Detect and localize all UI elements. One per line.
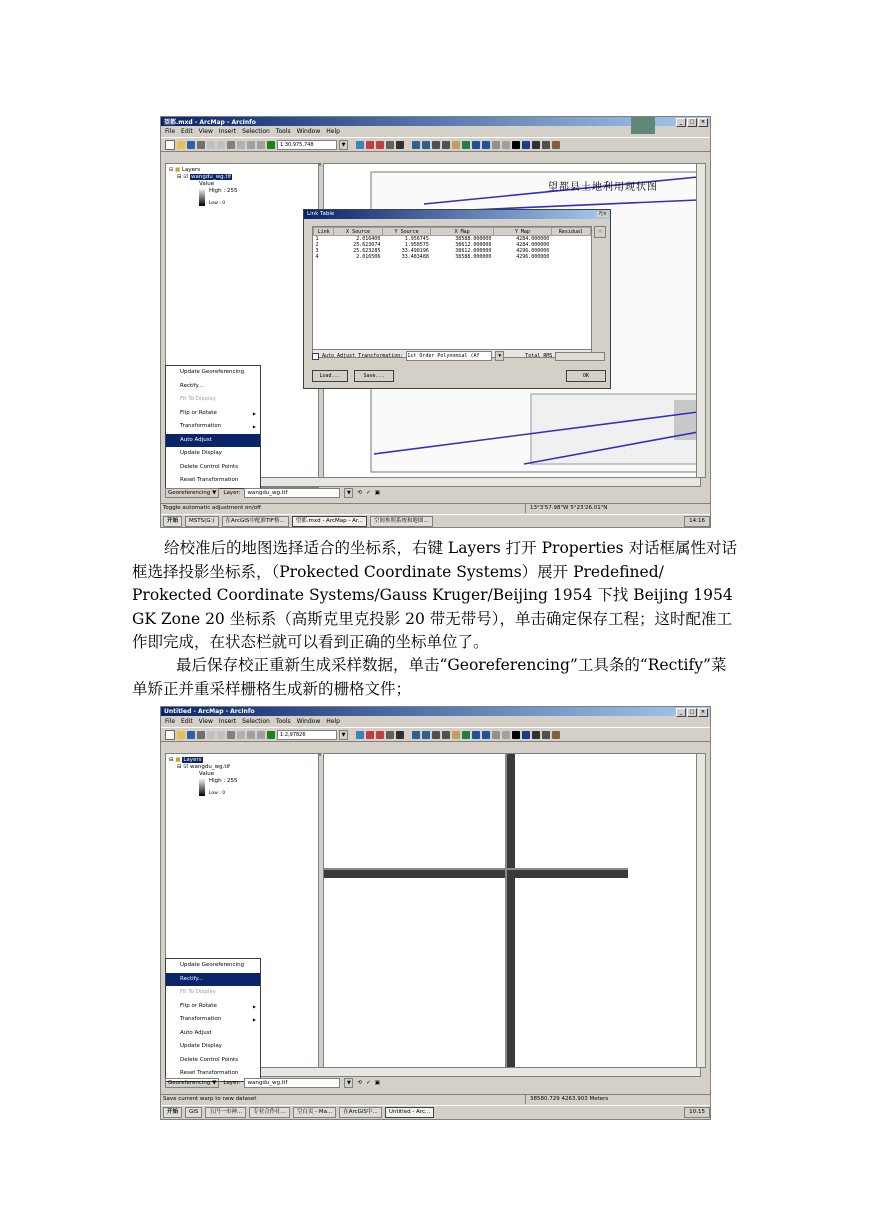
back-icon[interactable] [472, 731, 480, 739]
layer-select[interactable]: wangdu_wg.tif [244, 488, 340, 498]
pan-icon[interactable] [452, 141, 460, 149]
arctoolbox-icon[interactable] [366, 141, 374, 149]
window-title: 望都.mxd - ArcMap - ArcInfo [164, 119, 256, 126]
clear-selection-icon[interactable] [502, 141, 510, 149]
window-title: Untitled - ArcMap - ArcInfo [164, 708, 255, 715]
col-y-source[interactable]: Y Source [382, 228, 431, 236]
layers-label[interactable]: Layers [183, 757, 202, 763]
layers-icon: ■ [175, 757, 181, 763]
load-button[interactable]: Load... [312, 370, 348, 382]
cell: 38588.000000 [455, 236, 492, 242]
menu-delete-control-points[interactable]: Delete Control Points [180, 463, 238, 470]
menu-update-georeferencing[interactable]: Update Georeferencing [180, 369, 245, 375]
taskbar-item[interactable]: 在ArcGIS中配准TIF格... [222, 516, 289, 527]
cell: 3 [315, 248, 319, 254]
cell: 2.016400 [356, 236, 381, 242]
layer-dropdown-icon[interactable]: ▼ [344, 1078, 353, 1088]
pan-icon[interactable] [452, 731, 460, 739]
close-button[interactable]: × [698, 708, 708, 717]
menu-insert[interactable]: Insert [218, 128, 237, 135]
select-features-icon[interactable] [492, 141, 500, 149]
full-extent-icon[interactable] [462, 731, 470, 739]
menu-auto-adjust[interactable]: Auto Adjust [166, 434, 260, 448]
screenshot-arcmap-rectify [160, 706, 711, 1120]
cell: 38612.000000 [455, 242, 492, 248]
table-row[interactable] [314, 254, 591, 260]
layer-checkbox[interactable]: ☑ [183, 764, 189, 770]
layer-tree [169, 167, 238, 206]
status-bar [161, 503, 710, 513]
taskbar-item[interactable]: 专业合作社... [249, 1107, 290, 1118]
menu-help[interactable]: Help [326, 128, 340, 135]
fixed-zoom-out-icon[interactable] [442, 141, 450, 149]
menu-auto-adjust[interactable]: Auto Adjust [180, 1029, 212, 1036]
total-rms-field [555, 352, 605, 361]
layers-icon: ■ [174, 167, 181, 173]
menu-transformation[interactable]: Transformation ▶ [166, 1013, 260, 1027]
print-icon[interactable] [197, 141, 205, 149]
view-link-table-icon[interactable]: ▣ [374, 1080, 380, 1086]
menu-selection[interactable]: Selection [242, 128, 270, 135]
cell: 38612.000000 [455, 248, 492, 254]
layer-name[interactable]: wangdu_wg.tif [191, 174, 231, 180]
minimize-button[interactable]: _ [676, 118, 686, 127]
collapse-icon[interactable]: ⊟ [177, 174, 182, 180]
cell: 4284.000000 [516, 236, 550, 242]
cell: 2.016506 [356, 254, 381, 260]
cell: 38588.000000 [455, 254, 492, 260]
menu-delete-control-points[interactable]: Delete Control Points [180, 1056, 238, 1063]
window-titlebar [161, 117, 710, 126]
ok-button[interactable]: OK [566, 370, 606, 382]
collapse-icon[interactable]: ⊟ [177, 764, 182, 770]
legend-ramp [199, 188, 205, 206]
col-y-map[interactable]: Y Map [493, 228, 551, 236]
map-canvas [324, 754, 698, 1067]
redo-icon[interactable] [257, 141, 265, 149]
cut-icon[interactable] [207, 141, 215, 149]
georeferencing-menu [165, 958, 261, 1082]
layer-tree [169, 757, 238, 796]
vertical-scrollbar[interactable] [696, 753, 706, 1068]
menu-fit-to-display[interactable]: Fit To Display [180, 989, 217, 995]
window-icon[interactable] [386, 731, 394, 739]
menu-rectify[interactable]: Rectify... [180, 382, 204, 389]
collapse-icon[interactable]: ⊟ [169, 167, 174, 173]
menu-selection[interactable]: Selection [242, 718, 270, 725]
transformation-select[interactable]: 1st Order Polynomial (Af [406, 351, 492, 361]
zoom-in-icon[interactable] [412, 141, 420, 149]
layer-checkbox[interactable]: ☑ [183, 174, 189, 180]
delete-icon[interactable] [237, 731, 245, 739]
col-x-source[interactable]: X Source [334, 228, 383, 236]
status-bar [161, 1094, 710, 1104]
arctoolbox-icon[interactable] [366, 731, 374, 739]
command-line-icon[interactable] [376, 141, 384, 149]
system-clock: 10:15 [684, 1107, 710, 1118]
undo-icon[interactable] [247, 731, 255, 739]
full-extent-icon[interactable] [462, 141, 470, 149]
status-text: Save current warp to new dataset [163, 1096, 257, 1102]
rectified-raster-horizontal [324, 870, 628, 878]
paragraph-1-text: 给校准后的地图选择适合的坐标系，右键 Layers 打开 Properties 对话框属性对话框选择投影坐标系，（Prokected Coordinate Systems）展开 Predefined/ Prokected Coordinate Systems/Gauss Kruger/Beijing 1954 下找 Beijing 1954 GK Zone 20 坐标系（高斯克里克投影 20 带无带号），单击确定保存工程；这时配准工作即完成，在状态栏就可以看到正确的坐标单位了。 [132, 539, 738, 651]
start-button[interactable]: 开始 [163, 1107, 182, 1118]
menu-file[interactable]: File [165, 128, 176, 135]
editor-icon[interactable] [356, 731, 364, 739]
menu-reset-transformation[interactable]: Reset Transformation [180, 1070, 239, 1076]
horizontal-scrollbar[interactable] [259, 1067, 701, 1077]
rectified-raster-vertical [507, 754, 515, 1067]
link-table-grid [312, 226, 592, 358]
undo-icon[interactable] [247, 141, 255, 149]
paragraph-rectify [132, 654, 740, 701]
save-icon[interactable] [187, 731, 195, 739]
save-icon[interactable] [187, 141, 195, 149]
zoom-out-icon[interactable] [422, 141, 430, 149]
scale-dropdown-icon[interactable]: ▼ [339, 140, 348, 150]
layer-label: Layer: [223, 490, 241, 496]
taskbar-item[interactable]: GIS [185, 1107, 202, 1118]
transformation-dropdown-icon[interactable]: ▼ [495, 351, 504, 361]
menu-insert[interactable]: Insert [218, 718, 237, 725]
taskbar-item[interactable]: 五円一市神... [205, 1107, 246, 1118]
cell: 33.490196 [401, 248, 429, 254]
start-button[interactable]: 开始 [163, 516, 182, 527]
add-data-icon[interactable] [267, 141, 275, 149]
auto-adjust-label: Auto Adjust [322, 353, 356, 359]
taskbar-item[interactable]: 空白页 - Ma... [293, 1107, 336, 1118]
menu-fit-to-display[interactable]: Fit To Display [180, 396, 217, 402]
whats-this-icon[interactable] [396, 731, 404, 739]
map-scale-input[interactable]: 1:2,97826 [277, 730, 337, 740]
menu-window[interactable]: Window [296, 718, 321, 725]
new-icon[interactable] [165, 730, 175, 740]
status-coordinates: 13°3'57.98"W 5°23'26.01"N [525, 504, 640, 513]
menu-tools[interactable]: Tools [275, 128, 291, 135]
menu-flip-or-rotate[interactable]: Flip or Rotate ▶ [166, 1000, 260, 1014]
close-button[interactable]: × [698, 118, 708, 127]
taskbar-item-active[interactable]: 望都.mxd - ArcMap - Ar... [292, 516, 367, 527]
total-rms-label: Total RMS [525, 353, 553, 359]
add-control-points-icon[interactable]: ✓ [366, 1080, 371, 1086]
cell: 1.958575 [404, 242, 429, 248]
raster-edge [324, 868, 628, 870]
measure-icon[interactable] [542, 731, 550, 739]
menu-edit[interactable]: Edit [181, 718, 193, 725]
toolbar-thumbnail [631, 117, 655, 134]
select-features-icon[interactable] [492, 731, 500, 739]
identify-icon[interactable] [522, 731, 530, 739]
standard-toolbar [161, 137, 710, 152]
legend-value-label: Value [199, 181, 215, 187]
status-text: Toggle automatic adjustment on/off [163, 505, 261, 511]
menu-tools[interactable]: Tools [275, 718, 291, 725]
maximize-button[interactable]: □ [687, 118, 697, 127]
scanned-map-title: 望都县土地利用现状图 [548, 182, 658, 193]
menu-help[interactable]: Help [326, 718, 340, 725]
vertical-scrollbar[interactable] [696, 163, 706, 478]
col-link[interactable]: Link [314, 228, 334, 236]
georeferencing-menu [165, 365, 261, 489]
zoom-out-icon[interactable] [422, 731, 430, 739]
menu-update-display[interactable]: Update Display [180, 450, 222, 456]
paragraph-2-text: 最后保存校正重新生成采样数据，单击“Georeferencing”工具条的“Rectify”菜单矫正并重采样栅格生成新的栅格文件； [132, 656, 727, 698]
window-titlebar [161, 707, 710, 716]
georeferencing-toolbar [165, 487, 380, 499]
rotate-icon[interactable]: ⟲ [357, 490, 363, 496]
map-footer-note: · [624, 450, 626, 455]
georeferencing-dropdown[interactable]: Georeferencing ▼ [165, 488, 219, 498]
taskbar-item[interactable]: MSTS(G:) [185, 516, 219, 527]
legend-ramp [199, 778, 205, 796]
hyperlink-icon[interactable] [552, 141, 560, 149]
print-icon[interactable] [197, 731, 205, 739]
menu-window[interactable]: Window [296, 128, 321, 135]
cell: 4296.000000 [516, 254, 550, 260]
legend-low: Low : 0 [209, 201, 226, 206]
cell: 25.623074 [353, 242, 381, 248]
identify-icon[interactable] [522, 141, 530, 149]
redo-icon[interactable] [257, 731, 265, 739]
legend-low: Low : 0 [209, 791, 226, 796]
raster-edge [505, 754, 507, 1067]
fixed-zoom-out-icon[interactable] [442, 731, 450, 739]
editor-icon[interactable] [356, 141, 364, 149]
system-clock: 14:16 [684, 516, 710, 527]
toc-close-icon[interactable]: × [317, 752, 323, 758]
new-icon[interactable] [165, 140, 175, 150]
col-x-map[interactable]: X Map [431, 228, 494, 236]
select-elements-icon[interactable] [512, 141, 520, 149]
paste-icon[interactable] [227, 731, 235, 739]
command-line-icon[interactable] [376, 731, 384, 739]
rotate-icon[interactable]: ⟲ [357, 1080, 363, 1086]
menu-view[interactable]: View [198, 718, 213, 725]
transformation-row [312, 351, 605, 361]
menubar [161, 716, 710, 727]
status-coordinates: 38580.729 4263.903 Meters [525, 1095, 640, 1104]
menubar [161, 126, 710, 137]
col-residual[interactable]: Residual [551, 228, 590, 236]
add-data-icon[interactable] [267, 731, 275, 739]
forward-icon[interactable] [482, 141, 490, 149]
cell: 25.623285 [353, 248, 381, 254]
find-icon[interactable] [532, 141, 540, 149]
table-header-row [314, 228, 591, 236]
link-table-dialog [303, 209, 611, 389]
cell: 2 [315, 242, 319, 248]
legend-high: High : 255 [209, 778, 238, 784]
standard-toolbar [161, 727, 710, 742]
menu-file[interactable]: File [165, 718, 176, 725]
cell: 4296.000000 [516, 248, 550, 254]
menu-edit[interactable]: Edit [181, 128, 193, 135]
copy-icon[interactable] [217, 731, 225, 739]
view-link-table-icon[interactable]: ▣ [374, 490, 380, 496]
save-button[interactable]: Save... [354, 370, 394, 382]
scale-dropdown-icon[interactable]: ▼ [339, 730, 348, 740]
fixed-zoom-in-icon[interactable] [432, 141, 440, 149]
delete-link-button[interactable]: × [594, 226, 606, 238]
forward-icon[interactable] [482, 731, 490, 739]
find-icon[interactable] [532, 731, 540, 739]
copy-icon[interactable] [217, 141, 225, 149]
clear-selection-icon[interactable] [502, 731, 510, 739]
toc-close-icon[interactable]: × [317, 162, 323, 168]
taskbar-item[interactable]: 空间参照系统和地图... [370, 516, 433, 527]
add-control-points-icon[interactable]: ✓ [366, 490, 371, 496]
horizontal-scrollbar[interactable] [259, 477, 701, 487]
menu-update-georeferencing[interactable]: Update Georeferencing [180, 962, 245, 968]
cell: 1 [315, 236, 319, 242]
cut-icon[interactable] [207, 731, 215, 739]
hyperlink-icon[interactable] [552, 731, 560, 739]
menu-rectify[interactable]: Rectify... [166, 973, 260, 987]
select-elements-icon[interactable] [512, 731, 520, 739]
map-scale-input[interactable]: 1:30,975,748 [277, 140, 337, 150]
transformation-label: Transformation: [358, 353, 404, 359]
layer-select[interactable]: wangdu_wg.tif [244, 1078, 340, 1088]
layer-dropdown-icon[interactable]: ▼ [344, 488, 353, 498]
zoom-in-icon[interactable] [412, 731, 420, 739]
legend-high: High : 255 [209, 188, 238, 194]
delete-icon[interactable] [237, 141, 245, 149]
whats-this-icon[interactable] [396, 141, 404, 149]
georeferencing-toolbar [165, 1077, 380, 1089]
layer-name[interactable]: wangdu_wg.tif [190, 764, 230, 770]
legend-value-label: Value [199, 771, 215, 777]
measure-icon[interactable] [542, 141, 550, 149]
auto-adjust-checkbox[interactable] [312, 353, 319, 360]
taskbar-item-active[interactable]: Untitled - Arc... [385, 1107, 434, 1118]
fixed-zoom-in-icon[interactable] [432, 731, 440, 739]
maximize-button[interactable]: □ [687, 708, 697, 717]
open-icon[interactable] [177, 731, 185, 739]
menu-transformation[interactable]: Transformation ▶ [166, 420, 260, 434]
cell: 4 [315, 254, 319, 260]
layer-label: Layer: [223, 1080, 241, 1086]
collapse-icon[interactable]: ⊟ [169, 757, 174, 763]
georeferencing-dropdown[interactable]: Georeferencing ▼ [165, 1078, 219, 1088]
dialog-title: Link Table [304, 210, 610, 219]
menu-view[interactable]: View [198, 128, 213, 135]
dialog-help-close-icon[interactable]: ?|× [598, 211, 607, 217]
map-view[interactable] [323, 753, 699, 1068]
layers-label[interactable]: Layers [181, 167, 201, 173]
paragraph-coordinate-system [132, 537, 740, 655]
window-icon[interactable] [386, 141, 394, 149]
menu-reset-transformation[interactable]: Reset Transformation [180, 477, 239, 483]
open-icon[interactable] [177, 141, 185, 149]
cell: 1.956745 [404, 236, 429, 242]
menu-flip-or-rotate[interactable]: Flip or Rotate ▶ [166, 407, 260, 421]
cell: 4284.000000 [516, 242, 550, 248]
taskbar-item[interactable]: 在ArcGIS中... [339, 1107, 382, 1118]
scanned-map-content [531, 394, 698, 464]
cell: 33.483488 [401, 254, 429, 260]
back-icon[interactable] [472, 141, 480, 149]
minimize-button[interactable]: _ [676, 708, 686, 717]
windows-taskbar [161, 1105, 710, 1118]
menu-update-display[interactable]: Update Display [180, 1043, 222, 1049]
cell [551, 254, 590, 260]
windows-taskbar [161, 514, 710, 527]
paste-icon[interactable] [227, 141, 235, 149]
